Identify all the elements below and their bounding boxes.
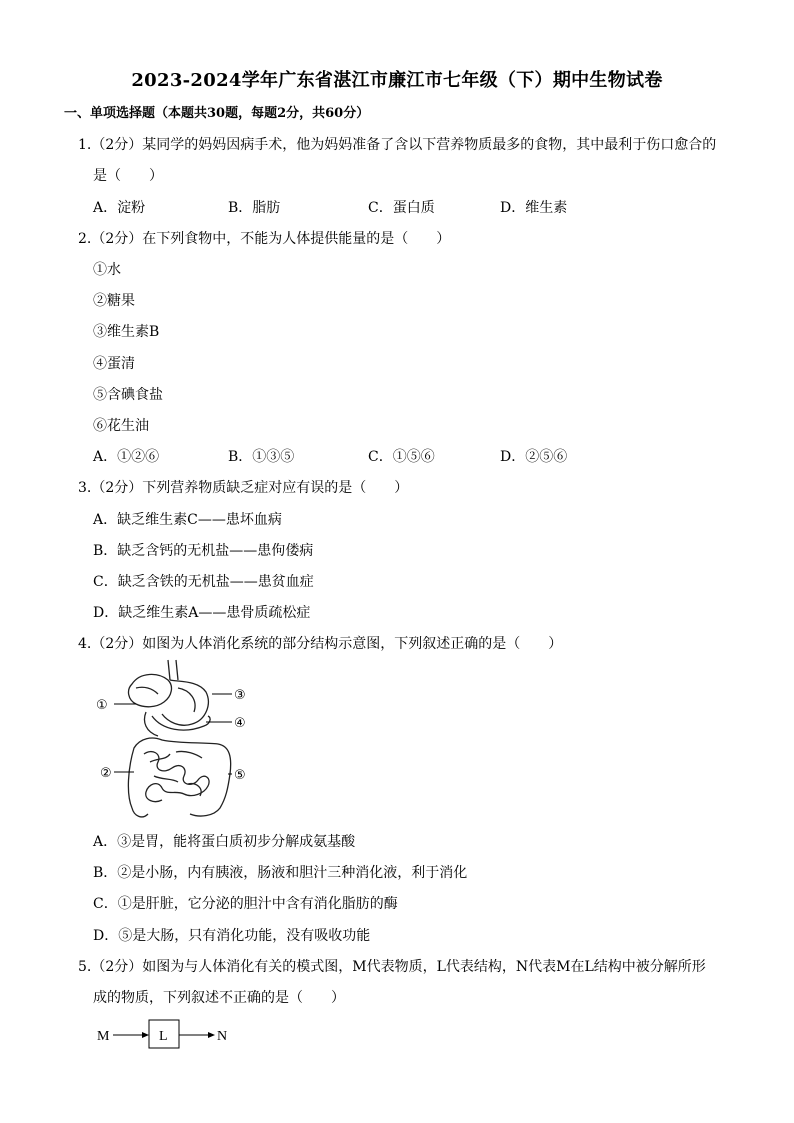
q2-item-1: ①水 [93, 262, 121, 278]
label-4: ④ [234, 716, 246, 731]
digestive-system-figure [92, 658, 252, 824]
label-1: ① [96, 698, 108, 713]
q3-option-c[interactable]: C．缺乏含铁的无机盐——患贫血症 [93, 574, 314, 590]
question-1-stem: 1.（2分）某同学的妈妈因病手术，他为妈妈准备了含以下营养物质最多的食物，其中最利于伤口愈合的 [78, 137, 717, 153]
q4-option-d[interactable]: D．⑤是大肠，只有消化功能，没有吸收功能 [93, 928, 371, 944]
q2-item-6: ⑥花生油 [93, 418, 149, 434]
q2-option-d[interactable]: D．②⑤⑥ [500, 449, 568, 465]
section-heading: 一、单项选择题（本题共30题，每题2分，共60分） [64, 106, 370, 121]
q1-option-c[interactable]: C．蛋白质 [368, 200, 435, 216]
label-5: ⑤ [234, 768, 246, 783]
q1-option-a[interactable]: A．淀粉 [93, 200, 146, 216]
q4-option-a[interactable]: A．③是胃，能将蛋白质初步分解成氨基酸 [93, 834, 356, 850]
q4-option-c[interactable]: C．①是肝脏，它分泌的胆汁中含有消化脂肪的酶 [93, 896, 398, 912]
esophagus-shape [168, 660, 178, 680]
q2-item-3: ③维生素B [93, 324, 160, 340]
q3-option-d[interactable]: D．缺乏维生素A——患骨质疏松症 [93, 605, 311, 621]
appendix-shape [132, 808, 148, 817]
question-5-stem: 5.（2分）如图为与人体消化有关的模式图，M代表物质，L代表结构，N代表M在L结构中被分解所形 [78, 959, 706, 975]
q4-option-b[interactable]: B．②是小肠，内有胰液，肠液和胆汁三种消化液，利于消化 [93, 865, 468, 881]
q1-option-d[interactable]: D．维生素 [500, 200, 568, 216]
question-5-stem-cont: 成的物质，下列叙述不正确的是（ ） [93, 990, 345, 1006]
label-3: ③ [234, 688, 246, 703]
q2-option-a[interactable]: A．①②⑥ [93, 449, 160, 465]
m-l-n-diagram [95, 1018, 245, 1052]
label-2: ② [100, 766, 112, 781]
question-1-stem-cont: 是（ ） [93, 168, 163, 184]
large-intestine-shape [128, 738, 230, 816]
question-3-stem: 3.（2分）下列营养物质缺乏症对应有误的是（ ） [78, 480, 409, 496]
page-title: 2023-2024学年广东省湛江市廉江市七年级（下）期中生物试卷 [131, 70, 663, 91]
q2-item-5: ⑤含碘食盐 [93, 387, 163, 403]
question-4-stem: 4.（2分）如图为人体消化系统的部分结构示意图，下列叙述正确的是（ ） [78, 636, 563, 652]
label-l: L [159, 1029, 168, 1044]
stomach-shape [162, 680, 208, 725]
liver-shape [129, 674, 172, 706]
q3-option-a[interactable]: A．缺乏维生素C——患坏血病 [93, 512, 282, 528]
q2-item-4: ④蛋清 [93, 356, 135, 372]
q2-option-c[interactable]: C．①⑤⑥ [368, 449, 435, 465]
label-n: N [217, 1029, 228, 1044]
q3-option-b[interactable]: B．缺乏含钙的无机盐——患佝偻病 [93, 543, 314, 559]
label-m: M [97, 1029, 110, 1044]
q2-option-b[interactable]: B．①③⑤ [228, 449, 295, 465]
q1-option-b[interactable]: B．脂肪 [228, 200, 281, 216]
q2-item-2: ②糖果 [93, 293, 135, 309]
question-2-stem: 2.（2分）在下列食物中，不能为人体提供能量的是（ ） [78, 231, 451, 247]
